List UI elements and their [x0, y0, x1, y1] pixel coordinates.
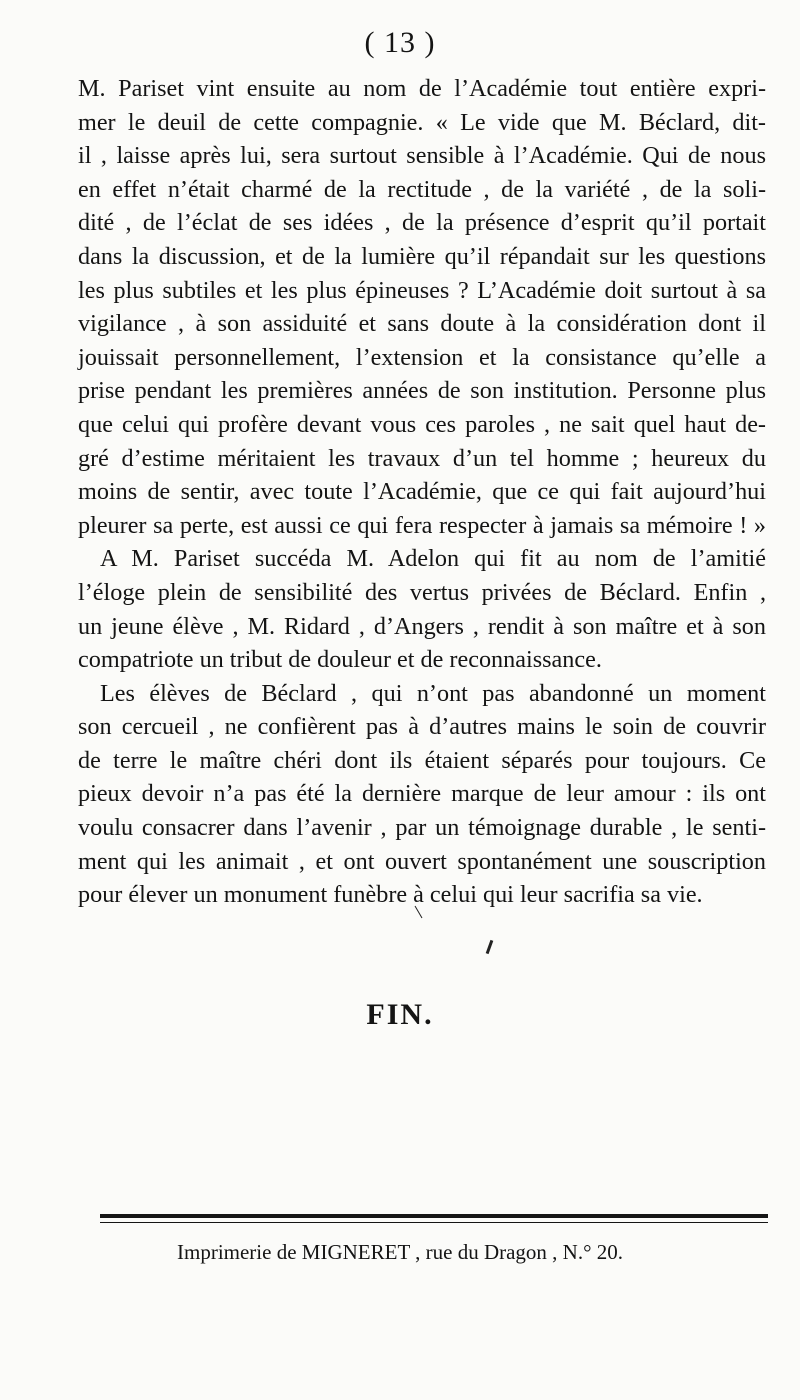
text-line: en effet n’était charmé de la rectitude , de la variété , de la soli- — [78, 175, 766, 203]
text-line: Les élèves de Béclard , qui n’ont pas abandonné un moment — [100, 679, 766, 707]
text-line: pieux devoir n’a pas été la dernière marque de leur amour : ils ont — [78, 780, 766, 808]
text-line: vigilance , à son assiduité et sans doute à la considération dont il — [78, 310, 766, 338]
text-line: de terre le maître chéri dont ils étaient séparés pour toujours. Ce — [78, 746, 766, 774]
paragraph-3 — [78, 677, 766, 912]
printer-imprint: Imprimerie de MIGNERET , rue du Dragon , N.° 20. — [177, 1240, 623, 1264]
text-line: M. Pariset vint ensuite au nom de l’Académie tout entière expri- — [78, 75, 766, 102]
text-line: que celui qui profère devant vous ces paroles , ne sait quel haut de- — [78, 410, 766, 438]
ink-speck — [486, 940, 494, 954]
page-number: ( 13 ) — [364, 26, 436, 59]
text-line: l’éloge plein de sensibilité des vertus privées de Béclard. Enfin , — [78, 578, 766, 606]
text-line: voulu consacrer dans l’avenir , par un témoignage durable , le senti- — [78, 814, 766, 842]
body-text — [78, 72, 766, 912]
text-line: un jeune élève , M. Ridard , d’Angers , rendit à son maître et à son — [78, 612, 766, 640]
text-line: A M. Pariset succéda M. Adelon qui fit au nom de l’amitié — [100, 545, 766, 573]
text-line: pleurer sa perte, est aussi ce qui fera respecter à jamais sa mémoire ! » — [78, 511, 766, 539]
text-line: pour élever un monument funèbre à celui qui leur sacrifia sa vie. — [78, 881, 703, 909]
text-line: moins de sentir, avec toute l’Académie, que ce qui fait aujourd’hui — [78, 478, 766, 506]
text-line: compatriote un tribut de douleur et de reconnaissance. — [78, 646, 602, 674]
paragraph-1 — [78, 72, 766, 542]
text-line: dité , de l’éclat de ses idées , de la présence d’esprit qu’il portait — [78, 209, 766, 237]
text-line: il , laisse après lui, sera surtout sensible à l’Académie. Qui de nous — [78, 142, 766, 170]
text-line: jouissait personnellement, l’extension et la consistance qu’elle a — [78, 343, 766, 371]
footer-rule-thin — [100, 1222, 768, 1223]
text-line: son cercueil , ne confièrent pas à d’autres mains le soin de couvrir — [78, 713, 766, 741]
text-line: les plus subtiles et les plus épineuses ? L’Académie doit surtout à sa — [78, 276, 766, 304]
text-line: ment qui les animait , et ont ouvert spontanément une souscription — [78, 847, 766, 875]
fin-heading: FIN. — [366, 998, 434, 1031]
footer-rule-thick — [100, 1214, 768, 1218]
text-line: gré d’estime méritaient les travaux d’un tel homme ; heureux du — [78, 444, 766, 472]
text-line: mer le deuil de cette compagnie. « Le vide que M. Béclard, dit- — [78, 108, 766, 136]
text-line: dans la discussion, et de la lumière qu’il répandait sur les questions — [78, 242, 766, 270]
text-line: prise pendant les premières années de son institution. Personne plus — [78, 377, 766, 405]
paragraph-2 — [78, 542, 766, 676]
